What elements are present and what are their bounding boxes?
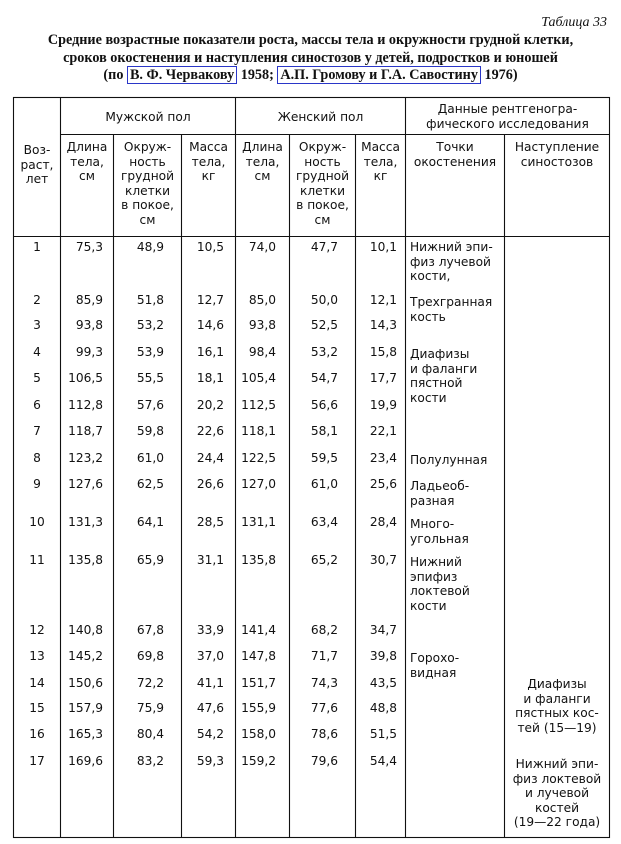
table-cell-f-chest: 63,4 <box>310 515 338 529</box>
table-cell-f-mass: 14,3 <box>369 318 397 332</box>
table-cell-f-mass: 54,4 <box>369 754 397 768</box>
table-cell-m-chest: 51,8 <box>136 293 164 307</box>
table-cell-f-len: 105,4 <box>241 371 276 385</box>
table-cell-m-chest: 53,2 <box>136 318 164 332</box>
ossification-note: Трехгранная кость <box>410 295 493 324</box>
table-cell-f-len: 112,5 <box>241 398 276 412</box>
ossification-note: Нижний эпифиз локтевой кости <box>410 555 470 613</box>
table-cell-age: 13 <box>29 649 45 663</box>
ossification-note: Ладьеоб- разная <box>410 479 470 508</box>
table-cell-f-chest: 50,0 <box>310 293 338 307</box>
header-ossification: Точки окостенения <box>413 140 497 169</box>
ossification-note: Диафизы и фаланги пястной кости <box>410 347 478 405</box>
table-cell-m-len: 123,2 <box>68 451 103 465</box>
table-cell-f-len: 151,7 <box>241 676 276 690</box>
header-male: Мужской пол <box>105 110 191 124</box>
ossification-note: Много- угольная <box>410 517 469 546</box>
table-number-label: Таблица 33 <box>541 15 607 30</box>
table-cell-age: 11 <box>29 553 45 567</box>
table-cell-m-len: 112,8 <box>68 398 103 412</box>
table-cell-m-len: 127,6 <box>68 477 103 491</box>
table-cell-m-len: 165,3 <box>68 727 103 741</box>
table-cell-m-mass: 54,2 <box>196 727 224 741</box>
table-cell-age: 10 <box>29 515 45 529</box>
header-age: Воз- раст, лет <box>20 143 54 186</box>
table-cell-f-chest: 78,6 <box>310 727 338 741</box>
table-cell-m-len: 106,5 <box>68 371 103 385</box>
table-cell-f-chest: 65,2 <box>310 553 338 567</box>
table-cell-f-len: 135,8 <box>241 553 276 567</box>
table-cell-m-mass: 47,6 <box>196 701 224 715</box>
table-cell-f-len: 93,8 <box>248 318 276 332</box>
table-cell-age: 1 <box>33 240 41 254</box>
header-male-mass: Масса тела, кг <box>189 140 228 183</box>
reference-link-chervakov[interactable]: В. Ф. Червакову <box>127 66 237 84</box>
table-cell-f-len: 131,1 <box>241 515 276 529</box>
table-cell-f-chest: 68,2 <box>310 623 338 637</box>
table-cell-m-chest: 48,9 <box>136 240 164 254</box>
table-cell-f-chest: 71,7 <box>310 649 338 663</box>
table-cell-age: 14 <box>29 676 45 690</box>
table-cell-f-mass: 51,5 <box>369 727 397 741</box>
table-cell-f-mass: 43,5 <box>369 676 397 690</box>
table-cell-age: 15 <box>29 701 45 715</box>
table-cell-m-chest: 55,5 <box>136 371 164 385</box>
table-cell-m-mass: 41,1 <box>196 676 224 690</box>
header-female-length: Длина тела, см <box>242 140 283 183</box>
table-cell-m-chest: 83,2 <box>136 754 164 768</box>
table-cell-f-mass: 22,1 <box>369 424 397 438</box>
table-cell-f-mass: 34,7 <box>369 623 397 637</box>
table-cell-m-len: 169,6 <box>68 754 103 768</box>
table-cell-m-mass: 24,4 <box>196 451 224 465</box>
table-cell-m-chest: 53,9 <box>136 345 164 359</box>
table-cell-m-chest: 61,0 <box>136 451 164 465</box>
table-cell-m-chest: 62,5 <box>136 477 164 491</box>
table-cell-m-chest: 59,8 <box>136 424 164 438</box>
table-cell-f-len: 141,4 <box>241 623 276 637</box>
table-cell-m-chest: 64,1 <box>136 515 164 529</box>
table-cell-m-mass: 10,5 <box>196 240 224 254</box>
table-cell-f-mass: 25,6 <box>369 477 397 491</box>
table-cell-age: 5 <box>33 371 41 385</box>
table-cell-m-len: 135,8 <box>68 553 103 567</box>
table-cell-m-mass: 14,6 <box>196 318 224 332</box>
table-cell-m-len: 85,9 <box>75 293 103 307</box>
table-cell-m-len: 140,8 <box>68 623 103 637</box>
table-cell-age: 9 <box>33 477 41 491</box>
table-cell-age: 3 <box>33 318 41 332</box>
title-line-3: (по В. Ф. Червакову 1958; А.П. Громову и Г.А. Савостину 1976) <box>103 67 518 83</box>
table-cell-age: 12 <box>29 623 45 637</box>
table-cell-m-len: 157,9 <box>68 701 103 715</box>
table-cell-m-mass: 18,1 <box>196 371 224 385</box>
header-male-chest: Окруж- ность грудной клетки в покое, см <box>120 140 175 227</box>
table-cell-age: 8 <box>33 451 41 465</box>
table-cell-age: 4 <box>33 345 41 359</box>
table-cell-f-chest: 79,6 <box>310 754 338 768</box>
table-cell-m-mass: 26,6 <box>196 477 224 491</box>
table-cell-f-len: 98,4 <box>248 345 276 359</box>
table-cell-age: 7 <box>33 424 41 438</box>
table-cell-f-mass: 15,8 <box>369 345 397 359</box>
table-cell-m-len: 118,7 <box>68 424 103 438</box>
title-line-2: сроков окостенения и наступления синостозов у детей, подростков и юношей <box>63 49 558 66</box>
table-cell-age: 16 <box>29 727 45 741</box>
header-female-mass: Масса тела, кг <box>361 140 400 183</box>
table-cell-f-mass: 19,9 <box>369 398 397 412</box>
table-cell-m-len: 145,2 <box>68 649 103 663</box>
table-cell-age: 2 <box>33 293 41 307</box>
header-female: Женский пол <box>277 110 364 124</box>
title-line-1: Средние возрастные показатели роста, массы тела и окружности грудной клетки, <box>47 32 574 48</box>
header-female-chest: Окруж- ность грудной клетки в покое, см <box>295 140 350 227</box>
synostosis-note: Нижний эпи- физ локтевой и лучевой костей (19—22 года) <box>512 757 602 829</box>
table-cell-f-len: 85,0 <box>248 293 276 307</box>
table-cell-m-chest: 75,9 <box>136 701 164 715</box>
table-cell-f-chest: 59,5 <box>310 451 338 465</box>
table-cell-f-mass: 39,8 <box>369 649 397 663</box>
table-cell-f-len: 127,0 <box>241 477 276 491</box>
table-cell-f-len: 159,2 <box>241 754 276 768</box>
table-cell-f-mass: 10,1 <box>369 240 397 254</box>
table-cell-f-chest: 47,7 <box>310 240 338 254</box>
table-cell-m-len: 131,3 <box>68 515 103 529</box>
table-cell-f-chest: 52,5 <box>310 318 338 332</box>
table-cell-m-mass: 12,7 <box>196 293 224 307</box>
table-cell-m-len: 150,6 <box>68 676 103 690</box>
table-cell-m-len: 75,3 <box>75 240 103 254</box>
table-cell-m-mass: 22,6 <box>196 424 224 438</box>
table-cell-f-len: 155,9 <box>241 701 276 715</box>
reference-link-gromov-savostin[interactable]: А.П. Громову и Г.А. Савостину <box>277 66 481 84</box>
table-cell-m-chest: 57,6 <box>136 398 164 412</box>
table-cell-f-len: 118,1 <box>241 424 276 438</box>
table-cell-f-len: 122,5 <box>241 451 276 465</box>
table-cell-f-chest: 53,2 <box>310 345 338 359</box>
table-cell-m-mass: 31,1 <box>196 553 224 567</box>
table-cell-f-chest: 56,6 <box>310 398 338 412</box>
table-cell-f-len: 74,0 <box>248 240 276 254</box>
table-cell-age: 6 <box>33 398 41 412</box>
table-cell-f-chest: 54,7 <box>310 371 338 385</box>
table-cell-m-mass: 20,2 <box>196 398 224 412</box>
table-cell-age: 17 <box>29 754 45 768</box>
table-cell-f-chest: 74,3 <box>310 676 338 690</box>
table-cell-m-chest: 72,2 <box>136 676 164 690</box>
synostosis-note: Диафизы и фаланги пястных кос- тей (15—19) <box>515 677 599 735</box>
table-cell-m-len: 99,3 <box>75 345 103 359</box>
table-cell-f-chest: 58,1 <box>310 424 338 438</box>
table-cell-f-mass: 23,4 <box>369 451 397 465</box>
table-cell-m-chest: 67,8 <box>136 623 164 637</box>
table-cell-m-chest: 80,4 <box>136 727 164 741</box>
table-cell-f-mass: 12,1 <box>369 293 397 307</box>
ossification-note: Нижний эпи- физ лучевой кости, <box>410 240 493 283</box>
table-cell-f-mass: 17,7 <box>369 371 397 385</box>
table-cell-m-mass: 16,1 <box>196 345 224 359</box>
header-male-length: Длина тела, см <box>66 140 108 183</box>
table-cell-m-mass: 37,0 <box>196 649 224 663</box>
header-synostosis: Наступление синостозов <box>514 140 600 169</box>
table-cell-f-chest: 61,0 <box>310 477 338 491</box>
header-xray: Данные рентгеногра- фического исследования <box>426 102 589 131</box>
table-cell-m-mass: 33,9 <box>196 623 224 637</box>
table-cell-f-mass: 28,4 <box>369 515 397 529</box>
ossification-note: Полулунная <box>410 453 488 467</box>
table-cell-f-mass: 30,7 <box>369 553 397 567</box>
table-cell-f-len: 158,0 <box>241 727 276 741</box>
table-cell-m-chest: 69,8 <box>136 649 164 663</box>
table-cell-m-len: 93,8 <box>75 318 103 332</box>
table-cell-f-mass: 48,8 <box>369 701 397 715</box>
table-cell-m-chest: 65,9 <box>136 553 164 567</box>
table-cell-m-mass: 28,5 <box>196 515 224 529</box>
table-cell-f-chest: 77,6 <box>310 701 338 715</box>
table-cell-f-len: 147,8 <box>241 649 276 663</box>
table-cell-m-mass: 59,3 <box>196 754 224 768</box>
ossification-note: Горохо- видная <box>410 651 460 680</box>
